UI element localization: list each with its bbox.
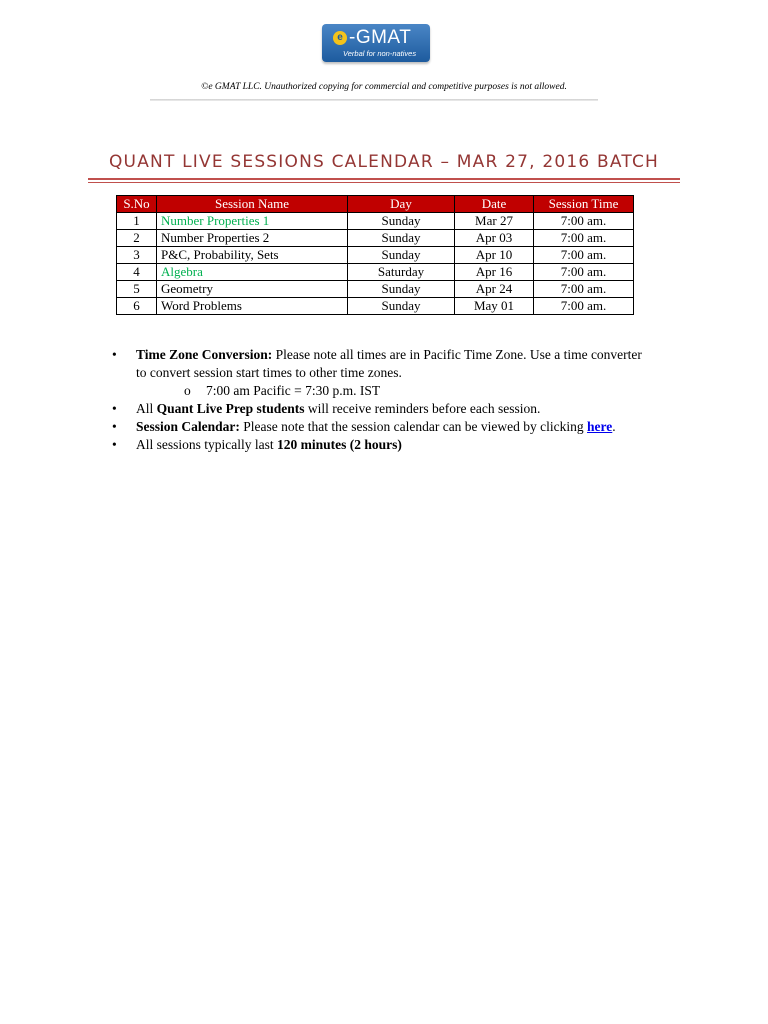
bullet-icon: • [112, 347, 117, 362]
duration-prefix: All sessions typically last [136, 437, 277, 452]
col-header-day: Day [348, 196, 455, 213]
cell-time: 7:00 am. [534, 213, 634, 230]
cell-sno: 6 [117, 298, 157, 315]
reminder-suffix: will receive reminders before each session. [304, 401, 541, 416]
cell-date: Apr 10 [455, 247, 534, 264]
sub-bullet-icon: o [184, 383, 191, 398]
notes-list [112, 346, 692, 454]
calendar-label: Session Calendar: [136, 419, 240, 434]
cell-date: May 01 [455, 298, 534, 315]
egmat-logo [322, 24, 430, 62]
cell-sno: 5 [117, 281, 157, 298]
bullet-icon: • [112, 401, 117, 416]
calendar-end: . [612, 419, 616, 434]
cell-date: Mar 27 [455, 213, 534, 230]
tz-text-line2: to convert session start times to other time zones. [136, 365, 402, 380]
tz-example-item [136, 382, 692, 400]
col-header-date: Date [455, 196, 534, 213]
reminder-prefix: All [136, 401, 157, 416]
logo-e-icon: e [333, 31, 347, 45]
page-title: QUANT LIVE SESSIONS CALENDAR – MAR 27, 2016 BATCH [108, 152, 660, 172]
tz-text-line1: Please note all times are in Pacific Time Zone. Use a time converter [272, 347, 642, 362]
title-underline [88, 178, 680, 180]
reminder-bold: Quant Live Prep students [156, 401, 305, 416]
list-item [112, 346, 692, 400]
calendar-here-link[interactable]: here [587, 419, 613, 434]
list-item [112, 436, 692, 454]
session-schedule-table [116, 195, 634, 315]
table-row [117, 230, 634, 247]
table-row [117, 298, 634, 315]
title-underline-thin [88, 182, 680, 183]
cell-day: Sunday [348, 230, 455, 247]
list-item [112, 418, 692, 436]
cell-sno: 2 [117, 230, 157, 247]
cell-time: 7:00 am. [534, 247, 634, 264]
cell-time: 7:00 am. [534, 230, 634, 247]
logo-wordmark: -GMAT [349, 27, 412, 48]
cell-date: Apr 24 [455, 281, 534, 298]
cell-sno: 4 [117, 264, 157, 281]
cell-day: Sunday [348, 298, 455, 315]
cell-session-name: Algebra [157, 264, 348, 281]
cell-time: 7:00 am. [534, 298, 634, 315]
tz-example: 7:00 am Pacific = 7:30 p.m. IST [206, 383, 381, 398]
table-row [117, 281, 634, 298]
cell-date: Apr 16 [455, 264, 534, 281]
copyright-notice: ©e GMAT LLC. Unauthorized copying for commercial and competitive purposes is not allowed. [201, 82, 567, 92]
cell-sno: 3 [117, 247, 157, 264]
calendar-text: Please note that the session calendar can be viewed by clicking [239, 419, 588, 434]
cell-session-name: Geometry [157, 281, 348, 298]
col-header-sno: S.No [117, 196, 157, 213]
table-row [117, 264, 634, 281]
cell-day: Sunday [348, 213, 455, 230]
col-header-session-time: Session Time [534, 196, 634, 213]
table-row [117, 213, 634, 230]
list-item [112, 400, 692, 418]
cell-session-name: Word Problems [157, 298, 348, 315]
cell-day: Sunday [348, 247, 455, 264]
cell-time: 7:00 am. [534, 264, 634, 281]
bullet-icon: • [112, 437, 117, 452]
tz-label: Time Zone Conversion: [136, 347, 273, 362]
duration-bold: 120 minutes (2 hours) [277, 437, 402, 452]
cell-session-name: P&C, Probability, Sets [157, 247, 348, 264]
bullet-icon: • [112, 419, 117, 434]
cell-day: Sunday [348, 281, 455, 298]
cell-date: Apr 03 [455, 230, 534, 247]
cell-sno: 1 [117, 213, 157, 230]
cell-time: 7:00 am. [534, 281, 634, 298]
header-divider [150, 99, 598, 101]
table-header-row [117, 196, 634, 213]
table-row [117, 247, 634, 264]
cell-session-name: Number Properties 1 [157, 213, 348, 230]
logo-tagline: Verbal for non-natives [343, 49, 417, 58]
cell-day: Saturday [348, 264, 455, 281]
cell-session-name: Number Properties 2 [157, 230, 348, 247]
col-header-session-name: Session Name [157, 196, 348, 213]
